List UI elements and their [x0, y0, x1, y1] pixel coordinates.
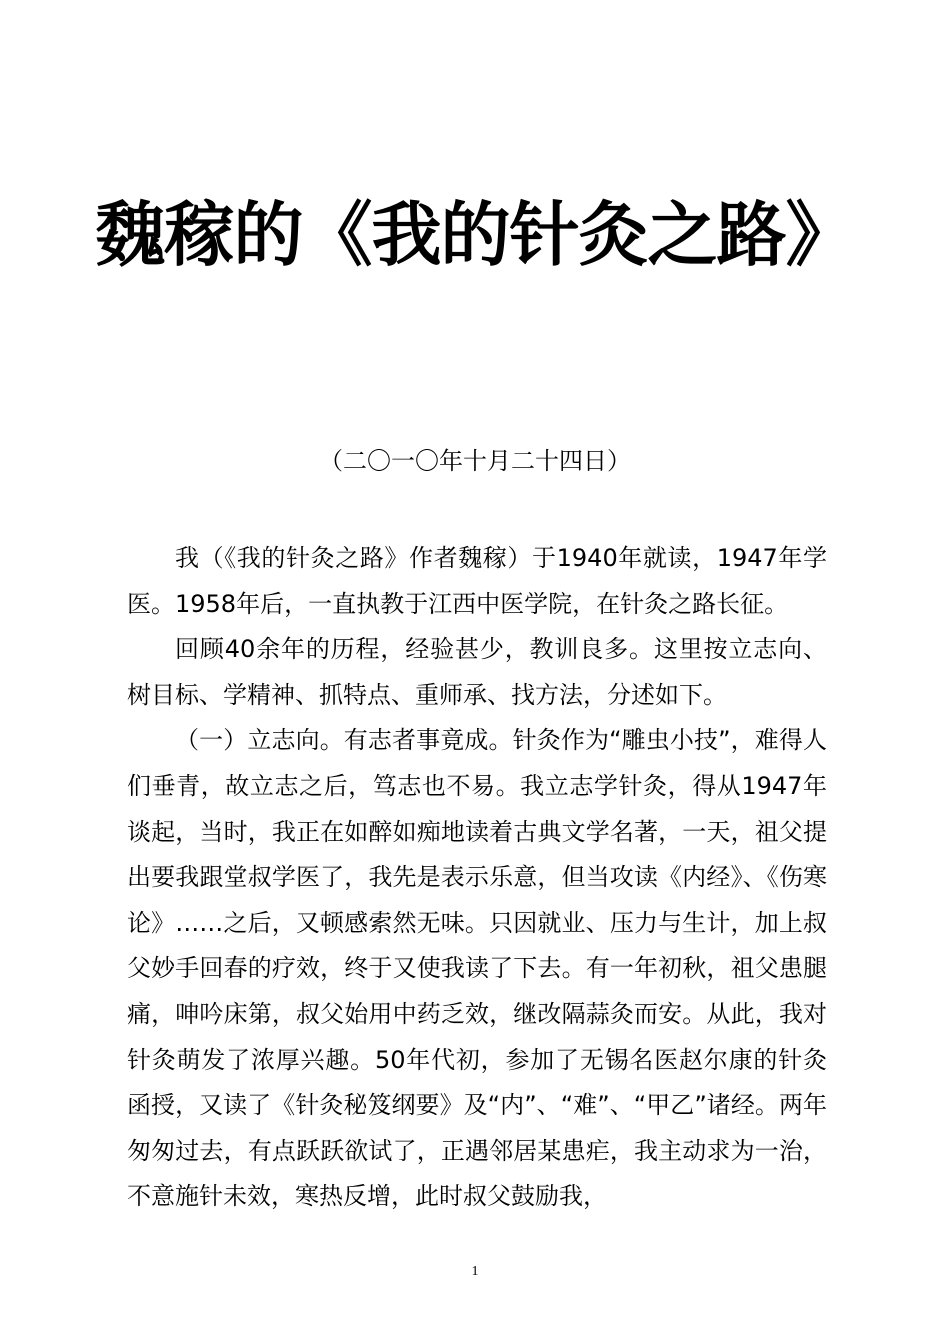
- document-title: 魏稼的《我的针灸之路》: [95, 194, 855, 276]
- page-number: 1: [471, 1264, 479, 1279]
- document-body: [127, 536, 827, 1220]
- document-date: （二〇一〇年十月二十四日）: [319, 447, 631, 475]
- paragraph: 我（《我的针灸之路》作者魏稼）于1940年就读，1947年学医。1958年后，一直执教于江西中医学院，在针灸之路长征。: [127, 544, 827, 618]
- paragraph: 回顾40余年的历程，经验甚少，教训良多。这里按立志向、树目标、学精神、抓特点、重师承、找方法，分述如下。: [127, 635, 827, 709]
- paragraph: （一）立志向。有志者事竟成。针灸作为“雕虫小技”，难得人们垂青，故立志之后，笃志也不易。我立志学针灸，得从1947年谈起，当时，我正在如醉如痴地读着古典文学名著，一天，祖父提出要我跟堂叔学医了，我先是表示乐意，但当攻读《内经》、《伤寒论》……之后，又顿感索然无味。只因就业、压力与生计，加上叔父妙手回春的疗效，终于又使我读了下去。有一年初秋，祖父患腿痛，呻吟床第，叔父始用中药乏效，继改隔蒜灸而安。从此，我对针灸萌发了浓厚兴趣。50年代初，参加了无锡名医赵尔康的针灸函授，又读了《针灸秘笈纲要》及“内”、“难”、“甲乙”诸经。两年匆匆过去，有点跃跃欲试了，正遇邻居某患疟，我主动求为一治，不意施针未效，寒热反增，此时叔父鼓励我，: [127, 726, 827, 1211]
